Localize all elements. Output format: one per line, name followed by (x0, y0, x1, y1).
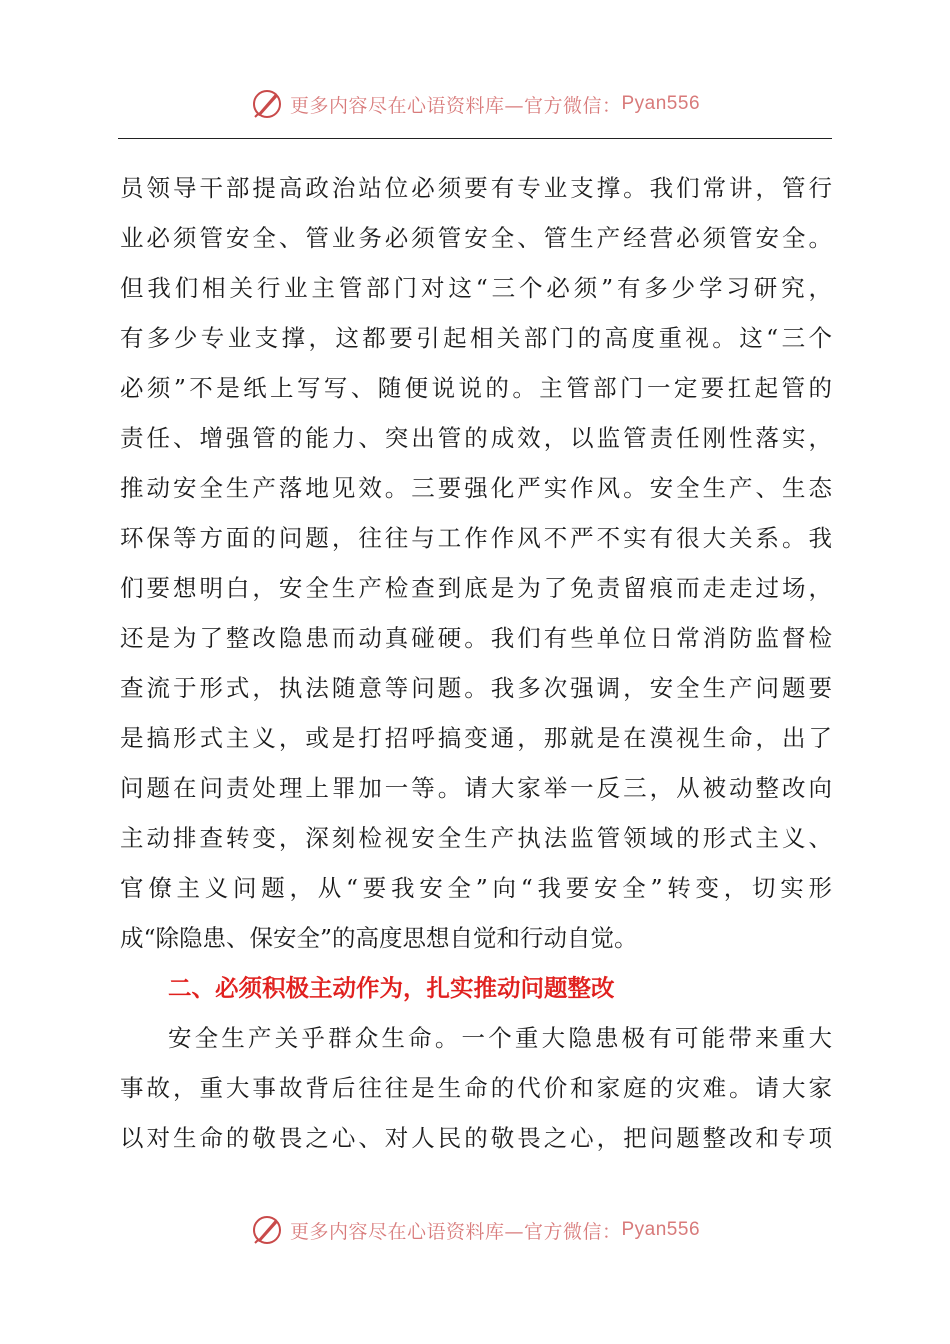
body-line: 推动安全生产落地见效。三要强化严实作风。安全生产、生态 (120, 474, 832, 502)
section-line: 安全生产关乎群众生命。一个重大隐患极有可能带来重大 (168, 1024, 832, 1052)
quill-pen-logo-icon (250, 1213, 284, 1247)
body-line: 但我们相关行业主管部门对这“三个必须”有多少学习研究， (120, 274, 832, 302)
body-line: 责任、增强管的能力、突出管的成效，以监管责任刚性落实， (120, 424, 832, 452)
body-line: 主动排查转变，深刻检视安全生产执法监管领域的形式主义、 (120, 824, 832, 852)
header-watermark (0, 84, 950, 124)
section-heading: 二、必须积极主动作为，扎实推动问题整改 (168, 974, 615, 1002)
body-line: 员领导干部提高政治站位必须要有专业支撑。我们常讲，管行 (120, 174, 832, 202)
watermark-wechat-id: Pyan556 (621, 1219, 701, 1240)
document-body (120, 163, 832, 1163)
watermark-text: 更多内容尽在心语资料库—官方微信： (289, 94, 622, 117)
body-line: 环保等方面的问题，往往与工作作风不严不实有很大关系。我 (120, 524, 832, 552)
body-line: 成“除隐患、保安全”的高度思想自觉和行动自觉。 (120, 924, 638, 952)
body-line: 还是为了整改隐患而动真碰硬。我们有些单位日常消防监督检 (120, 624, 832, 652)
section-line: 事故，重大事故背后往往是生命的代价和家庭的灾难。请大家 (120, 1074, 832, 1102)
watermark-wechat-id: Pyan556 (621, 93, 701, 114)
body-line: 官僚主义问题，从“要我安全”向“我要安全”转变，切实形 (120, 874, 832, 902)
footer-watermark (0, 1210, 950, 1250)
body-line: 业必须管安全、管业务必须管安全、管生产经营必须管安全。 (120, 224, 832, 252)
body-line: 查流于形式，执法随意等问题。我多次强调，安全生产问题要 (120, 674, 832, 702)
body-line: 们要想明白，安全生产检查到底是为了免责留痕而走走过场， (120, 574, 832, 602)
body-line: 是搞形式主义，或是打招呼搞变通，那就是在漠视生命，出了 (120, 724, 832, 752)
body-line: 必须”不是纸上写写、随便说说的。主管部门一定要扛起管的 (120, 374, 832, 402)
quill-pen-logo-icon (250, 87, 284, 121)
watermark-text: 更多内容尽在心语资料库—官方微信： (289, 1220, 622, 1243)
body-line: 有多少专业支撑，这都要引起相关部门的高度重视。这“三个 (120, 324, 832, 352)
body-line: 问题在问责处理上罪加一等。请大家举一反三，从被动整改向 (120, 774, 832, 802)
section-line: 以对生命的敬畏之心、对人民的敬畏之心，把问题整改和专项 (120, 1124, 832, 1152)
header-divider (118, 138, 832, 139)
